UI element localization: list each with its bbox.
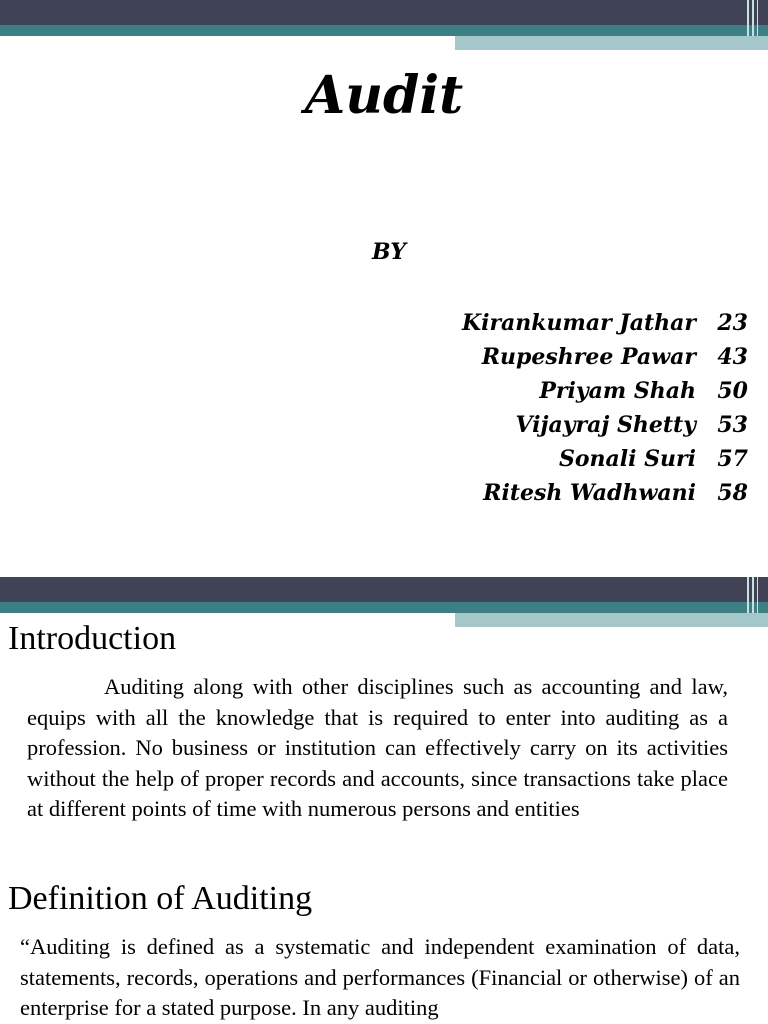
- header-band-teal: [0, 602, 768, 613]
- author-roll-number: 53: [717, 412, 748, 438]
- author-roll-number: 43: [717, 344, 748, 370]
- author-name: Priyam Shah: [539, 378, 696, 404]
- header-band: [0, 0, 768, 50]
- header-band-dark: [0, 0, 768, 25]
- header-band-stripe: [747, 577, 749, 613]
- header-band-stripe: [747, 0, 749, 36]
- definition-heading: Definition of Auditing: [8, 880, 313, 917]
- header-band-stripe: [752, 0, 754, 36]
- by-label: BY: [372, 239, 406, 265]
- author-row: [462, 476, 748, 510]
- author-name: Ritesh Wadhwani: [483, 480, 696, 506]
- author-row: [462, 442, 748, 476]
- author-name: Sonali Suri: [558, 446, 696, 472]
- author-roll-number: 57: [717, 446, 748, 472]
- header-band-stripe: [757, 577, 758, 613]
- header-band-stripe: [752, 577, 754, 613]
- introduction-paragraph: Auditing along with other disciplines such as accounting and law, equips with all the knowledge that is required to enter into auditing as a profession. No business or institution can effectively carry on its activities without the help of proper records and accounts, since transactions take place at different points of time with numerous persons and entities: [27, 674, 728, 821]
- author-row: [462, 306, 748, 340]
- author-name: Vijayraj Shetty: [515, 412, 696, 438]
- author-name: Kirankumar Jathar: [461, 310, 696, 336]
- author-roll-number: 58: [717, 480, 748, 506]
- author-roll-number: 23: [717, 310, 748, 336]
- definition-paragraph: “Auditing is defined as a systematic and independent examination of data, statements, records, operations and performances (Financial or otherwise) of an enterprise for a stated purpose. In any auditing: [20, 934, 740, 1020]
- slide-title: Audit: [304, 65, 464, 126]
- introduction-heading: Introduction: [8, 620, 177, 657]
- header-band-teal: [0, 25, 768, 36]
- author-row: [462, 340, 748, 374]
- author-name: Rupeshree Pawar: [481, 344, 696, 370]
- header-band-light: [455, 613, 768, 627]
- author-row: [462, 374, 748, 408]
- header-band-stripe: [757, 0, 758, 36]
- author-row: [462, 408, 748, 442]
- header-band-light: [455, 36, 768, 50]
- author-list: [462, 306, 748, 510]
- author-roll-number: 50: [717, 378, 748, 404]
- introduction-slide: [0, 577, 768, 1024]
- header-band-dark: [0, 577, 768, 602]
